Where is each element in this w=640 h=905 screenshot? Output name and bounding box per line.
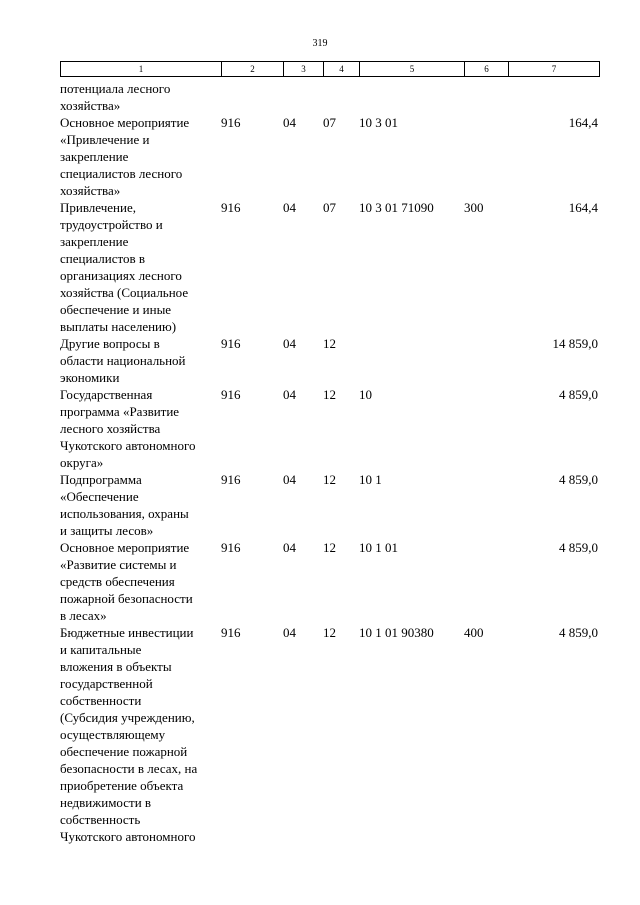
subsection-code: 07 <box>323 115 336 130</box>
page-number: 319 <box>312 38 328 49</box>
ministry-code: 916 <box>221 472 241 487</box>
section-code: 04 <box>283 472 296 487</box>
table-row <box>60 199 599 335</box>
column-header-7: 7 <box>509 62 600 77</box>
ministry-code: 916 <box>221 200 241 215</box>
ministry-code: 916 <box>221 336 241 351</box>
amount: 4 859,0 <box>559 540 598 555</box>
column-header-2: 2 <box>222 62 284 77</box>
target-article-code: 10 3 01 <box>359 115 398 130</box>
subsection-code: 07 <box>323 200 336 215</box>
column-header-3: 3 <box>284 62 324 77</box>
row-name: Основное мероприятие «Развитие системы и средств обеспечения пожарной безопасности в лесах» <box>60 540 193 623</box>
column-header-5: 5 <box>360 62 465 77</box>
amount: 164,4 <box>568 200 598 215</box>
subsection-code: 12 <box>323 336 336 351</box>
amount: 14 859,0 <box>552 336 598 351</box>
row-name: Основное мероприятие «Привлечение и закрепление специалистов лесного хозяйства» <box>60 115 190 198</box>
table-row <box>60 335 599 386</box>
target-article-code: 10 <box>359 387 372 402</box>
section-code: 04 <box>283 200 296 215</box>
table-header <box>60 61 600 77</box>
target-article-code: 10 3 01 71090 <box>359 200 434 215</box>
table-row <box>60 624 599 845</box>
ministry-code: 916 <box>221 115 241 130</box>
table-row <box>60 80 599 114</box>
row-name: Подпрограмма «Обеспечение использования, охраны и защиты лесов» <box>60 472 189 538</box>
subsection-code: 12 <box>323 472 336 487</box>
row-name: Привлечение, трудоустройство и закрепление специалистов в организациях лесного хозяйства (Социальное обеспечение и иные выплаты населению) <box>60 200 189 334</box>
table-row <box>60 386 599 471</box>
column-header-4: 4 <box>324 62 360 77</box>
column-header-1: 1 <box>61 62 222 77</box>
ministry-code: 916 <box>221 625 241 640</box>
table-row <box>60 471 599 539</box>
row-name: Государственная программа «Развитие лесного хозяйства Чукотского автономного округа» <box>60 387 196 470</box>
target-article-code: 10 1 01 90380 <box>359 625 434 640</box>
table-row <box>60 114 599 199</box>
amount: 164,4 <box>568 115 598 130</box>
column-header-6: 6 <box>465 62 509 77</box>
section-code: 04 <box>283 387 296 402</box>
amount: 4 859,0 <box>559 387 598 402</box>
ministry-code: 916 <box>221 387 241 402</box>
target-article-code: 10 1 <box>359 472 382 487</box>
target-article-code: 10 1 01 <box>359 540 398 555</box>
amount: 4 859,0 <box>559 625 598 640</box>
table-body <box>60 80 599 845</box>
row-name: Другие вопросы в области национальной экономики <box>60 336 186 385</box>
row-name: потенциала лесного хозяйства» <box>60 81 171 113</box>
table-row <box>60 539 599 624</box>
expense-type-code: 400 <box>464 625 484 640</box>
subsection-code: 12 <box>323 387 336 402</box>
expense-type-code: 300 <box>464 200 484 215</box>
section-code: 04 <box>283 540 296 555</box>
amount: 4 859,0 <box>559 472 598 487</box>
subsection-code: 12 <box>323 625 336 640</box>
section-code: 04 <box>283 625 296 640</box>
section-code: 04 <box>283 115 296 130</box>
row-name: Бюджетные инвестиции и капитальные вложения в объекты государственной собственности (Субсидия учреждению, осуществляющему обеспечение пожарной безопасности в лесах, на приобретение объекта недвижимости в собственность Чукотского автономного <box>60 625 198 844</box>
ministry-code: 916 <box>221 540 241 555</box>
subsection-code: 12 <box>323 540 336 555</box>
section-code: 04 <box>283 336 296 351</box>
